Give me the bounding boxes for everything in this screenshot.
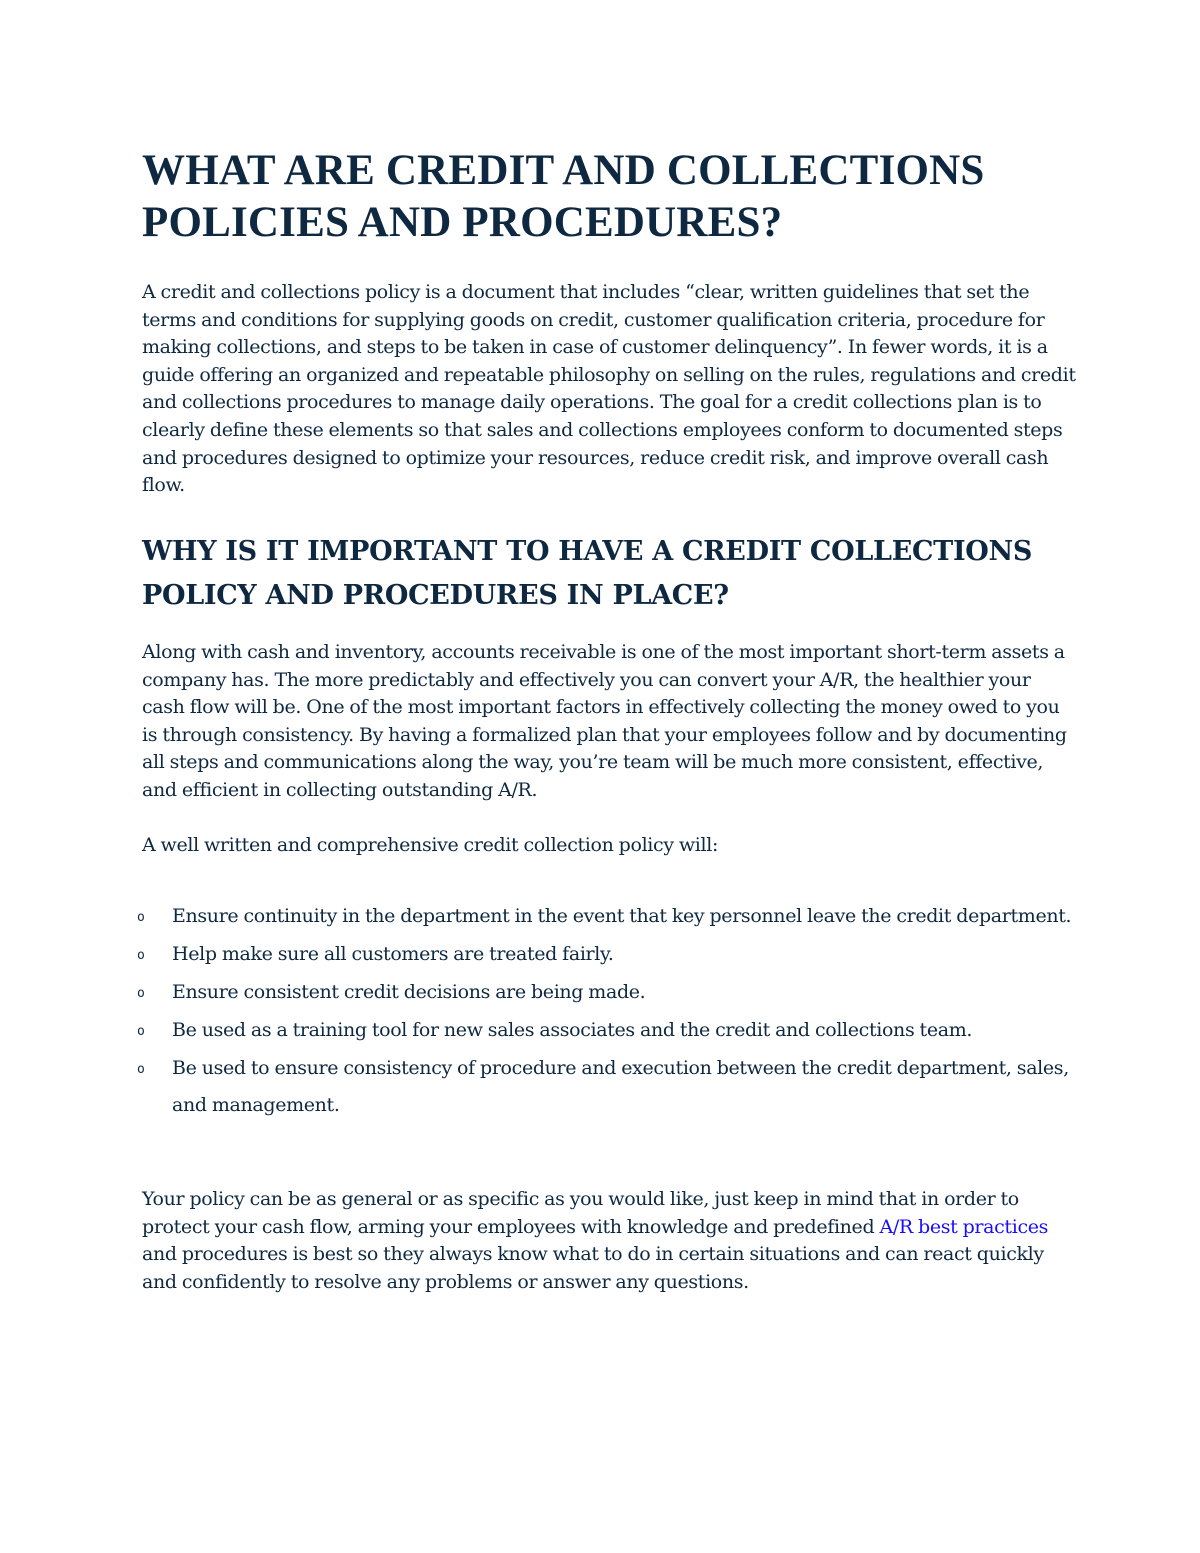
list-item-text: Help make sure all customers are treated fairly. [172, 943, 614, 965]
bullet-circle-icon: o [137, 1062, 145, 1077]
list-item-text: Ensure consistent credit decisions are being made. [172, 981, 646, 1003]
ar-best-practices-link[interactable]: A/R best practices [879, 1215, 1049, 1238]
intro-paragraph: A credit and collections policy is a document that includes “clear, written guidelines that set the terms and conditions for supplying goods on credit, customer qualification criteria, procedure for making collections, and steps to be taken in case of customer delinquency”. In fewer words, it is a guide offering an organized and repeatable philosophy on selling on the rules, regulations and credit and collections procedures to manage daily operations. The goal for a credit collections plan is to clearly define these elements so that sales and collections employees conform to documented steps and procedures designed to optimize your resources, reduce credit risk, and improve overall cash flow. [142, 281, 1076, 497]
list-intro-paragraph: A well written and comprehensive credit collection policy will: [142, 834, 719, 856]
benefits-list [137, 898, 1077, 1125]
bullet-circle-icon: o [137, 986, 145, 1001]
list-item [137, 1012, 1077, 1049]
main-heading: WHAT ARE CREDIT AND COLLECTIONS POLICIES AND PROCEDURES? [142, 147, 985, 246]
list-item-text: Be used as a training tool for new sales associates and the credit and collections team. [172, 1019, 973, 1041]
list-item-text: Be used to ensure consistency of procedure and execution between the credit department, sales, and management. [172, 1057, 1069, 1116]
list-item [137, 936, 1077, 973]
list-item-text: Ensure continuity in the department in the event that key personnel leave the credit department. [172, 905, 1072, 927]
bullet-circle-icon: o [137, 1024, 145, 1039]
bullet-circle-icon: o [137, 910, 145, 925]
list-item [137, 898, 1077, 935]
closing-text-after-link: and procedures is best so they always know what to do in certain situations and can react quickly and confidently to resolve any problems or answer any questions. [142, 1243, 1044, 1293]
list-item [137, 974, 1077, 1011]
closing-paragraph [142, 1186, 1077, 1296]
importance-paragraph: Along with cash and inventory, accounts receivable is one of the most important short-term assets a company has. The more predictably and effectively you can convert your A/R, the healthier your cash flow will be. One of the most important factors in effectively collecting the money owed to you is through consistency. By having a formalized plan that your employees follow and by documenting all steps and communications along the way, you’re team will be much more consistent, effective, and efficient in collecting outstanding A/R. [142, 641, 1067, 801]
section-heading: WHY IS IT IMPORTANT TO HAVE A CREDIT COLLECTIONS POLICY AND PROCEDURES IN PLACE? [142, 536, 1033, 611]
closing-text-before-link: Your policy can be as general or as specific as you would like, just keep in mind that in order to protect your cash flow, arming your employees with knowledge and predefined [142, 1188, 1019, 1238]
list-item [137, 1050, 1077, 1124]
bullet-circle-icon: o [137, 948, 145, 963]
